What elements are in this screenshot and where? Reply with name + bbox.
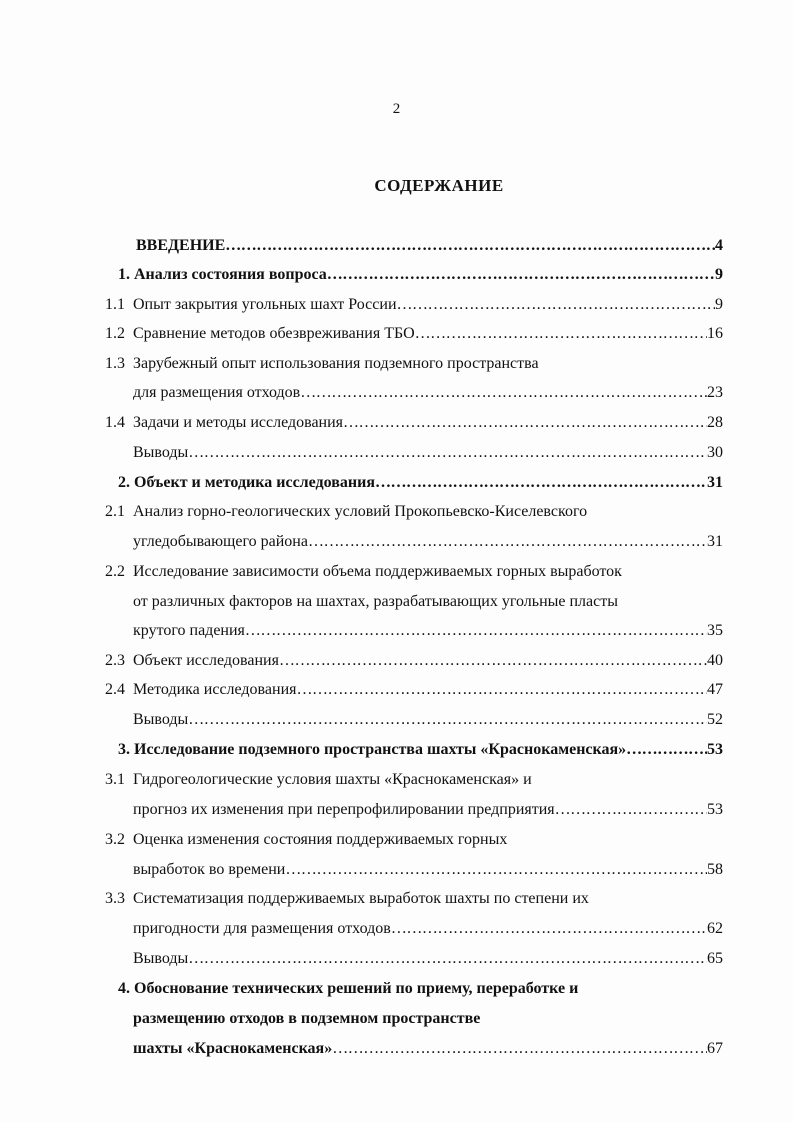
toc-entry-chapter-2[interactable] [118, 474, 723, 498]
toc-entry-chapter-4-continued[interactable] [133, 1010, 723, 1034]
dot-leader [343, 414, 707, 432]
toc-entry-text: 3. Исследование подземного пространства шахты «Краснокаменская» [118, 741, 627, 758]
dot-leader [375, 474, 707, 492]
toc-entry-chapter-4-end[interactable] [133, 1040, 723, 1064]
toc-entry-section-2-2-continued[interactable] [133, 593, 723, 617]
toc-page-number: 47 [707, 681, 723, 698]
toc-entry-conclusions-1[interactable] [133, 444, 723, 468]
toc-entry-section-2-2[interactable] [105, 563, 723, 587]
section-number: 2.2 [105, 563, 125, 580]
toc-entry-text: Сравнение методов обезвреживания ТБО [133, 325, 415, 342]
toc-entry-text: 1. Анализ состояния вопроса [118, 266, 327, 283]
toc-entry-section-2-4[interactable] [105, 681, 723, 705]
toc-entry-text: 2. Объект и методика исследования [118, 474, 375, 491]
toc-page-number: 23 [707, 384, 723, 401]
toc-entry-text: шахты «Краснокаменская» [133, 1040, 333, 1057]
toc-entry-section-1-3-continued[interactable] [133, 384, 723, 408]
dot-leader [327, 266, 715, 284]
toc-entry-introduction[interactable] [136, 237, 723, 261]
toc-entry-chapter-4[interactable] [118, 980, 723, 1004]
dot-leader [415, 325, 707, 343]
dot-leader [188, 950, 707, 968]
toc-entry-text: Объект исследования [133, 652, 279, 669]
toc-entry-text: Выводы [133, 950, 189, 967]
toc-page-number: 31 [707, 474, 723, 491]
toc-entry-text: крутого падения [133, 622, 245, 639]
section-number: 2.1 [105, 503, 125, 520]
toc-entry-text: для размещения отходов [133, 384, 301, 401]
dot-leader [188, 444, 707, 462]
toc-entry-section-2-1-continued[interactable] [133, 533, 723, 557]
toc-entry-section-2-3[interactable] [105, 652, 723, 676]
toc-entry-text: прогноз их изменения при перепрофилировании предприятия [133, 801, 555, 818]
toc-entry-text: Выводы [133, 444, 189, 461]
toc-page-number: 62 [707, 920, 723, 937]
toc-page-number: 31 [707, 533, 723, 550]
dot-leader [188, 711, 707, 729]
toc-entry-chapter-3[interactable] [118, 741, 723, 765]
dot-leader [279, 652, 707, 670]
toc-page-number: 40 [707, 652, 723, 669]
toc-entry-text: Анализ горно-геологических условий Прокопьевско-Киселевского [133, 503, 588, 520]
toc-page-number: 52 [707, 711, 723, 728]
section-number: 3.1 [105, 771, 125, 788]
toc-page-number: 28 [707, 414, 723, 431]
toc-entry-text: размещению отходов в подземном пространстве [133, 1010, 481, 1027]
toc-entry-section-2-1[interactable] [105, 503, 723, 527]
toc-page-number: 9 [715, 296, 723, 313]
toc-entry-section-1-1[interactable] [105, 296, 723, 320]
toc-entry-text: Исследование зависимости объема поддерживаемых горных выработок [133, 563, 622, 580]
dot-leader [300, 384, 707, 402]
page-number: 2 [392, 101, 401, 117]
section-number: 3.3 [105, 890, 125, 907]
toc-entry-text: от различных факторов на шахтах, разрабатывающих угольные пласты [133, 593, 618, 610]
toc-entry-text: Опыт закрытия угольных шахт России [133, 296, 397, 313]
section-number: 1.4 [105, 414, 125, 431]
section-number: 1.3 [105, 355, 125, 372]
toc-entry-text: Задачи и методы исследования [133, 414, 344, 431]
toc-page-number: 35 [707, 622, 723, 639]
toc-entry-section-3-2[interactable] [105, 831, 723, 855]
toc-entry-section-2-2-end[interactable] [133, 622, 723, 646]
toc-entry-section-3-2-continued[interactable] [133, 861, 723, 885]
toc-entry-chapter-1[interactable] [118, 266, 723, 290]
dot-leader [296, 681, 707, 699]
dot-leader [245, 622, 707, 640]
toc-page-number: 9 [715, 266, 723, 283]
toc-entry-text: пригодности для размещения отходов [133, 920, 391, 937]
dot-leader [332, 1040, 707, 1058]
toc-entry-section-1-3[interactable] [105, 355, 723, 379]
toc-entry-section-3-3-continued[interactable] [133, 920, 723, 944]
toc-entry-text: Зарубежный опыт использования подземного пространства [133, 355, 539, 372]
dot-leader [308, 533, 707, 551]
toc-page-number: 30 [707, 444, 723, 461]
toc-entry-text: Оценка изменения состояния поддерживаемых горных [133, 831, 508, 848]
dot-leader [626, 741, 707, 759]
dot-leader [397, 296, 715, 314]
toc-page-number: 67 [707, 1040, 723, 1057]
dot-leader [285, 861, 707, 879]
toc-page-number: 16 [707, 325, 723, 342]
toc-entry-section-3-1[interactable] [105, 771, 723, 795]
toc-entry-text: выработок во времени [133, 861, 286, 878]
toc-page-number: 58 [707, 861, 723, 878]
toc-entry-text: Выводы [133, 711, 189, 728]
dot-leader [225, 237, 715, 255]
toc-page-number: 53 [707, 741, 723, 758]
toc-entry-text: Методика исследования [133, 681, 297, 698]
toc-entry-section-1-2[interactable] [105, 325, 723, 349]
section-number: 3.2 [105, 831, 125, 848]
section-number: 1.1 [105, 296, 125, 313]
toc-page-number: 4 [715, 237, 723, 254]
contents-title: СОДЕРЖАНИЕ [374, 176, 504, 195]
toc-entry-text: ВВЕДЕНИЕ [136, 237, 226, 254]
toc-entry-text: 4. Обоснование технических решений по приему, переработке и [118, 980, 579, 997]
dot-leader [555, 801, 707, 819]
toc-entry-text: Гидрогеологические условия шахты «Краснокаменская» и [133, 771, 532, 788]
toc-entry-text: угледобывающего района [133, 533, 308, 550]
section-number: 2.3 [105, 652, 125, 669]
dot-leader [391, 920, 707, 938]
section-number: 2.4 [105, 681, 125, 698]
toc-page-number: 53 [707, 801, 723, 818]
toc-entry-conclusions-2[interactable] [133, 711, 723, 735]
section-number: 1.2 [105, 325, 125, 342]
toc-entry-section-3-3[interactable] [105, 890, 723, 914]
toc-page-number: 65 [707, 950, 723, 967]
toc-entry-section-1-4[interactable] [105, 414, 723, 438]
toc-entry-section-3-1-continued[interactable] [133, 801, 723, 825]
toc-entry-conclusions-3[interactable] [133, 950, 723, 974]
toc-entry-text: Систематизация поддерживаемых выработок шахты по степени их [133, 890, 589, 907]
